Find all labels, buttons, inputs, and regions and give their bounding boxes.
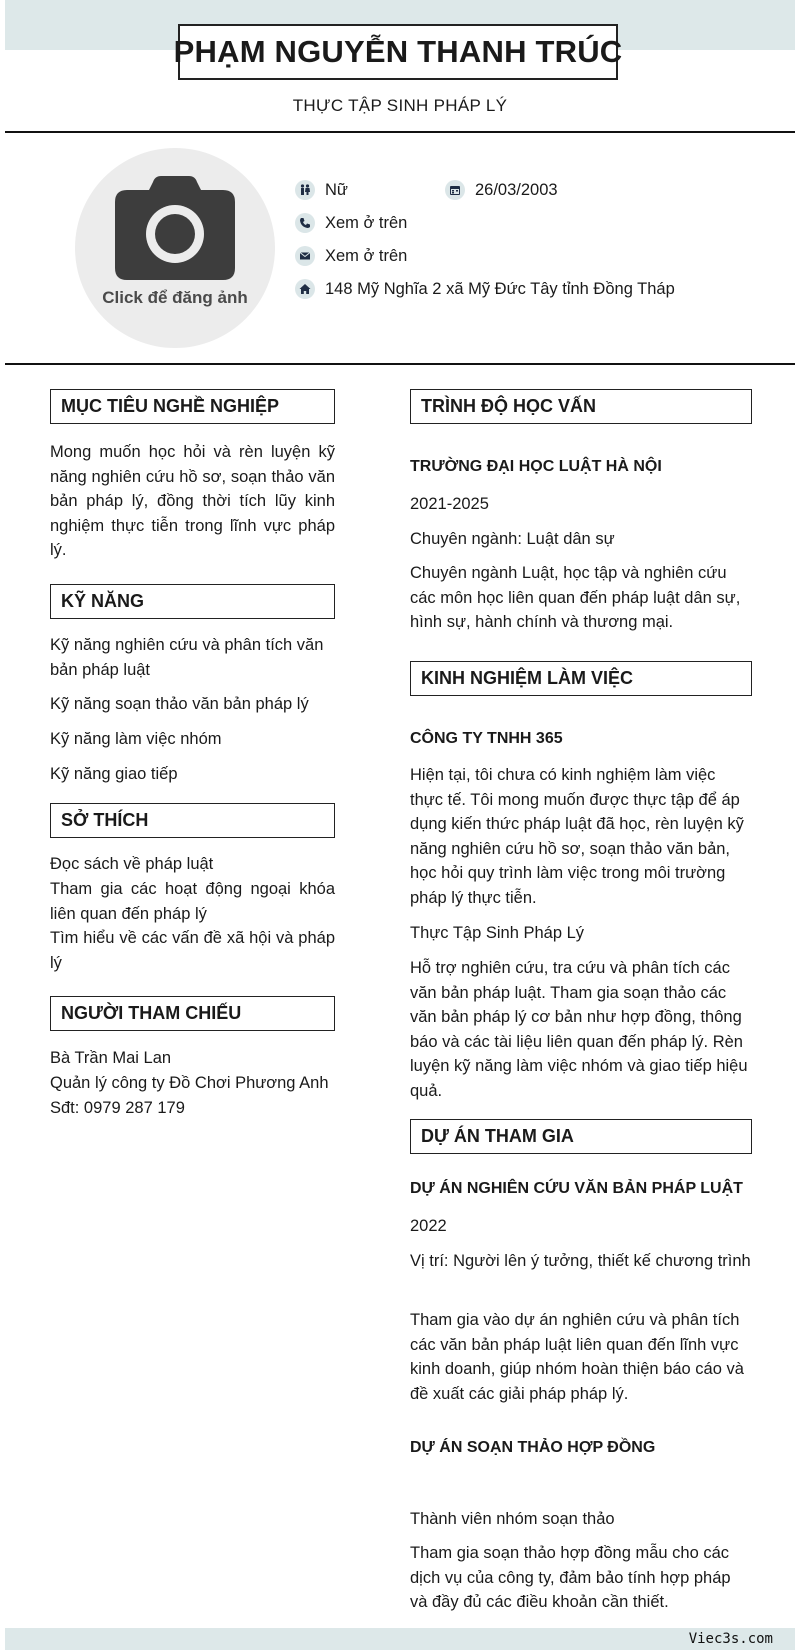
section-objective-title: MỤC TIÊU NGHỀ NGHIỆP — [50, 389, 335, 424]
skill-item: Kỹ năng soạn thảo văn bản pháp lý — [50, 695, 309, 713]
project-description: Tham gia vào dự án nghiên cứu và phân tích các văn bản pháp luật liên quan đến lĩnh vực kinh doanh, giúp nhóm hoàn thiện báo cáo và đề xuất các giải pháp pháp lý. — [410, 1311, 744, 1403]
education-description: Chuyên ngành Luật, học tập và nghiên cứu các môn học liên quan đến pháp luật dân sự, hình sự, hành chính và thương mại. — [410, 564, 741, 631]
camera-icon — [115, 176, 235, 280]
calendar-icon — [445, 180, 465, 200]
job-title: THỰC TẬP SINH PHÁP LÝ — [292, 96, 508, 115]
footer-brand: Viec3s.com — [688, 1631, 773, 1647]
candidate-name: PHẠM NGUYỄN THANH TRÚC — [178, 24, 618, 80]
reference-position: Quản lý công ty Đồ Chơi Phương Anh — [50, 1074, 329, 1092]
email-icon — [295, 246, 315, 266]
reference-phone: Sđt: 0979 287 179 — [50, 1099, 185, 1117]
skill-item: Kỹ năng nghiên cứu và phân tích văn bản pháp luật — [50, 636, 324, 679]
hobby-item: Đọc sách về pháp luật — [50, 855, 214, 873]
birthdate-value: 26/03/2003 — [475, 180, 558, 199]
address-value: 148 Mỹ Nghĩa 2 xã Mỹ Đức Tây tỉnh Đồng Tháp — [325, 279, 675, 298]
gender-icon — [295, 180, 315, 200]
section-skills-title: KỸ NĂNG — [50, 584, 335, 619]
phone-row — [295, 213, 407, 233]
reference-name: Bà Trần Mai Lan — [50, 1049, 172, 1067]
project-name: DỰ ÁN SOẠN THẢO HỢP ĐỒNG — [410, 1439, 656, 1456]
objective-text: Mong muốn học hỏi và rèn luyện kỹ năng nghiên cứu hồ sơ, soạn thảo văn bản pháp lý, đồng thời tích lũy kinh nghiệm thực tiễn trong lĩnh vực pháp lý. — [50, 443, 335, 559]
phone-icon — [295, 213, 315, 233]
gender-row — [295, 180, 348, 200]
footer-band — [5, 1628, 795, 1650]
avatar-label: Click để đăng ảnh — [102, 288, 248, 307]
experience-company: CÔNG TY TNHH 365 — [410, 730, 563, 747]
project-year: 2022 — [410, 1217, 447, 1235]
email-value: Xem ở trên — [325, 246, 408, 265]
section-education-title: TRÌNH ĐỘ HỌC VẤN — [410, 389, 752, 424]
experience-intro: Hiện tại, tôi chưa có kinh nghiệm làm việc thực tế. Tôi mong muốn được thực tập để áp dụng kiến thức pháp luật đã học, rèn luyện kỹ năng nghiên cứu hồ sơ, soạn thảo văn bản, học hỏi quy trình làm việc trong môi trường pháp lý thực tiễn. — [410, 766, 744, 907]
section-hobbies-title: SỞ THÍCH — [50, 803, 335, 838]
divider-bottom — [5, 363, 795, 365]
education-years: 2021-2025 — [410, 495, 489, 513]
divider-top — [5, 131, 795, 133]
project-description: Tham gia soạn thảo hợp đồng mẫu cho các dịch vụ của công ty, đảm bảo tính hợp pháp và đầy đủ các điều khoản cần thiết. — [410, 1544, 731, 1611]
section-references-title: NGƯỜI THAM CHIẾU — [50, 996, 335, 1031]
avatar-upload[interactable] — [75, 148, 275, 348]
skill-item: Kỹ năng làm việc nhóm — [50, 730, 222, 748]
birthdate-row — [445, 180, 558, 200]
home-icon — [295, 279, 315, 299]
hobby-item: Tìm hiểu về các vấn đề xã hội và pháp lý — [50, 929, 335, 972]
email-row — [295, 246, 407, 266]
education-major: Chuyên ngành: Luật dân sự — [410, 530, 615, 548]
education-school: TRƯỜNG ĐẠI HỌC LUẬT HÀ NỘI — [410, 458, 662, 475]
project-name: DỰ ÁN NGHIÊN CỨU VĂN BẢN PHÁP LUẬT — [410, 1180, 743, 1197]
section-projects-title: DỰ ÁN THAM GIA — [410, 1119, 752, 1154]
cv-page — [5, 0, 795, 1650]
project-role: Vị trí: Người lên ý tưởng, thiết kế chương trình — [410, 1252, 751, 1270]
experience-position: Thực Tập Sinh Pháp Lý — [410, 924, 585, 942]
phone-value: Xem ở trên — [325, 213, 408, 232]
gender-value: Nữ — [325, 180, 348, 199]
project-role: Thành viên nhóm soạn thảo — [410, 1510, 615, 1528]
hobby-item: Tham gia các hoạt động ngoại khóa liên quan đến pháp lý — [50, 880, 335, 923]
experience-description: Hỗ trợ nghiên cứu, tra cứu và phân tích các văn bản pháp luật. Tham gia soạn thảo các văn bản pháp lý cơ bản như hợp đồng, thông báo và các tài liệu liên quan đến pháp lý. Rèn luyện kỹ năng làm việc nhóm và giao tiếp hiệu quả. — [410, 959, 748, 1100]
section-experience-title: KINH NGHIỆM LÀM VIỆC — [410, 661, 752, 696]
skill-item: Kỹ năng giao tiếp — [50, 765, 178, 783]
address-row — [295, 279, 675, 299]
